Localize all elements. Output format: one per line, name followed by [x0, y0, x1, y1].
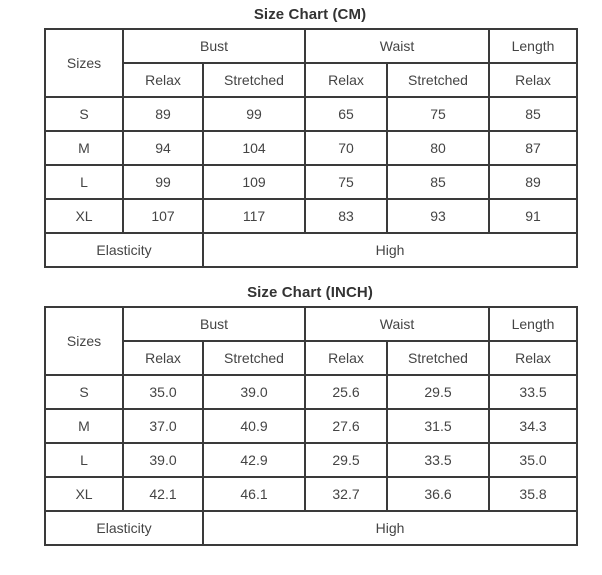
waist-relax-cell: 32.7 [305, 477, 387, 511]
length-relax-cell: 35.0 [489, 443, 577, 477]
bust-stretched-cell: 46.1 [203, 477, 305, 511]
size-chart-cm-title: Size Chart (CM) [253, 6, 367, 23]
waist-stretched-cell: 93 [387, 199, 489, 233]
header-row-sub [45, 63, 577, 97]
waist-stretched-cell: 80 [387, 131, 489, 165]
waist-stretched-cell: 36.6 [387, 477, 489, 511]
table-row [45, 165, 577, 199]
elasticity-value: High [203, 511, 577, 545]
elasticity-label: Elasticity [45, 511, 203, 545]
waist-relax-cell: 29.5 [305, 443, 387, 477]
length-relax-cell: 34.3 [489, 409, 577, 443]
sizes-header: Sizes [45, 307, 123, 375]
waist-stretched-header: Stretched [387, 341, 489, 375]
elasticity-label: Elasticity [45, 233, 203, 267]
elasticity-row [45, 511, 577, 545]
length-relax-header: Relax [489, 63, 577, 97]
bust-stretched-cell: 104 [203, 131, 305, 165]
waist-stretched-cell: 31.5 [387, 409, 489, 443]
header-row-group [45, 307, 577, 341]
size-cell: XL [45, 477, 123, 511]
size-cell: L [45, 443, 123, 477]
waist-stretched-cell: 33.5 [387, 443, 489, 477]
waist-relax-cell: 65 [305, 97, 387, 131]
bust-relax-cell: 99 [123, 165, 203, 199]
length-relax-cell: 85 [489, 97, 577, 131]
bust-relax-cell: 42.1 [123, 477, 203, 511]
bust-header: Bust [123, 307, 305, 341]
bust-stretched-cell: 99 [203, 97, 305, 131]
length-relax-header: Relax [489, 341, 577, 375]
size-cell: M [45, 409, 123, 443]
bust-stretched-cell: 40.9 [203, 409, 305, 443]
table-row [45, 375, 577, 409]
size-chart-inch-table [44, 306, 578, 546]
waist-stretched-header: Stretched [387, 63, 489, 97]
length-relax-cell: 87 [489, 131, 577, 165]
waist-stretched-cell: 85 [387, 165, 489, 199]
elasticity-value: High [203, 233, 577, 267]
waist-stretched-cell: 75 [387, 97, 489, 131]
waist-relax-cell: 75 [305, 165, 387, 199]
waist-stretched-cell: 29.5 [387, 375, 489, 409]
size-chart-inch-title: Size Chart (INCH) [247, 284, 373, 301]
bust-relax-cell: 89 [123, 97, 203, 131]
size-chart-cm-table [44, 28, 578, 268]
bust-relax-cell: 37.0 [123, 409, 203, 443]
table-row [45, 477, 577, 511]
length-relax-cell: 33.5 [489, 375, 577, 409]
waist-header: Waist [305, 29, 489, 63]
bust-header: Bust [123, 29, 305, 63]
waist-relax-cell: 83 [305, 199, 387, 233]
header-row-sub [45, 341, 577, 375]
waist-header: Waist [305, 307, 489, 341]
length-header: Length [489, 307, 577, 341]
table-row [45, 131, 577, 165]
waist-relax-cell: 70 [305, 131, 387, 165]
waist-relax-cell: 27.6 [305, 409, 387, 443]
size-cell: M [45, 131, 123, 165]
table-row [45, 409, 577, 443]
bust-relax-header: Relax [123, 341, 203, 375]
length-relax-cell: 35.8 [489, 477, 577, 511]
waist-relax-header: Relax [305, 63, 387, 97]
bust-relax-cell: 107 [123, 199, 203, 233]
table-row [45, 199, 577, 233]
table-row [45, 97, 577, 131]
bust-stretched-header: Stretched [203, 341, 305, 375]
bust-relax-cell: 39.0 [123, 443, 203, 477]
size-cell: L [45, 165, 123, 199]
length-relax-cell: 91 [489, 199, 577, 233]
bust-stretched-cell: 42.9 [203, 443, 305, 477]
elasticity-row [45, 233, 577, 267]
size-cell: S [45, 375, 123, 409]
bust-relax-header: Relax [123, 63, 203, 97]
length-relax-cell: 89 [489, 165, 577, 199]
waist-relax-header: Relax [305, 341, 387, 375]
bust-stretched-cell: 117 [203, 199, 305, 233]
bust-relax-cell: 35.0 [123, 375, 203, 409]
bust-stretched-header: Stretched [203, 63, 305, 97]
bust-stretched-cell: 39.0 [203, 375, 305, 409]
table-row [45, 443, 577, 477]
bust-stretched-cell: 109 [203, 165, 305, 199]
size-cell: XL [45, 199, 123, 233]
header-row-group [45, 29, 577, 63]
size-cell: S [45, 97, 123, 131]
length-header: Length [489, 29, 577, 63]
bust-relax-cell: 94 [123, 131, 203, 165]
sizes-header: Sizes [45, 29, 123, 97]
waist-relax-cell: 25.6 [305, 375, 387, 409]
